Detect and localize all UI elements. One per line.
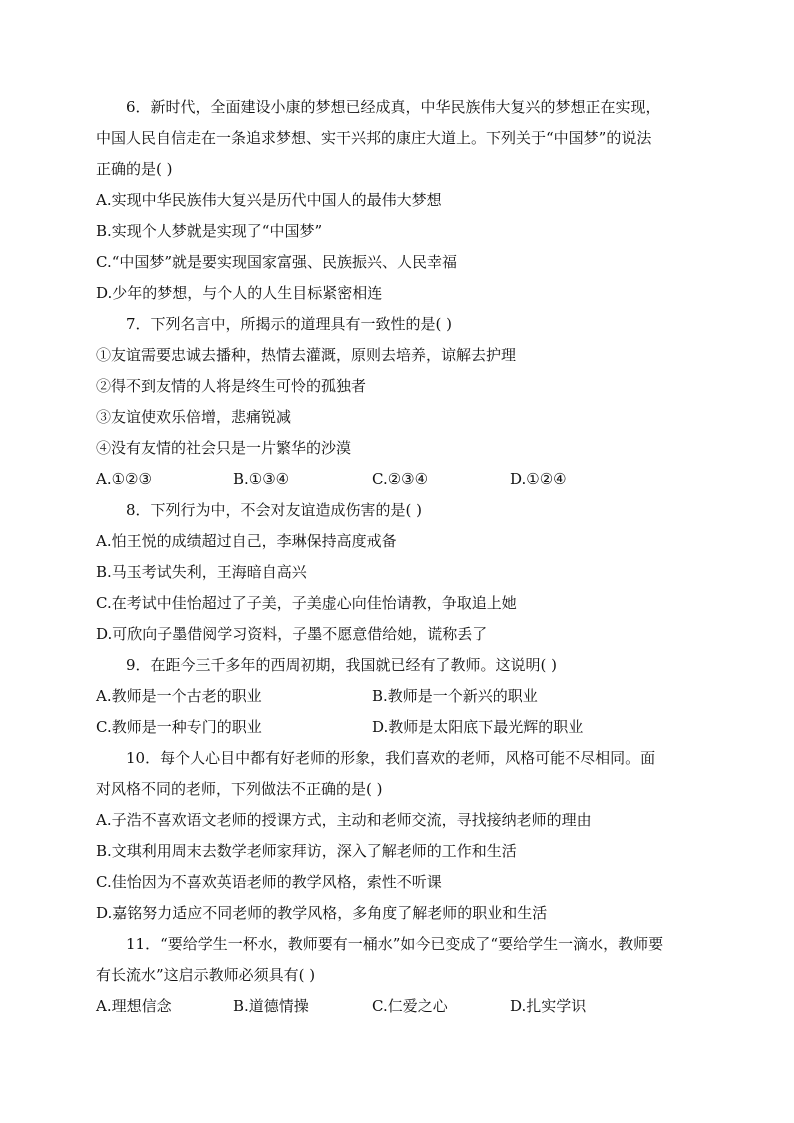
question-6-option-b: B.实现个人梦就是实现了“中国梦” <box>96 222 323 240</box>
question-11-option-c: C.仁爱之心 <box>372 997 448 1015</box>
question-10-stem-line-1: 10．每个人心目中都有好老师的形象，我们喜欢的老师，风格可能不尽相同。面 <box>126 749 656 767</box>
question-11-stem-line-2: 有长流水”这启示教师必须具有( ) <box>96 966 316 984</box>
question-7-statement-2: ②得不到友情的人将是终生可怜的孤独者 <box>96 377 367 395</box>
question-8-option-d: D.可欣向子墨借阅学习资料，子墨不愿意借给她，谎称丢了 <box>96 625 488 643</box>
question-11-stem-line-1: 11．“要给学生一杯水，教师要有一桶水”如今已变成了“要给学生一滴水，教师要 <box>126 935 664 953</box>
question-8-option-c: C.在考试中佳怡超过了子美，子美虚心向佳怡请教，争取追上她 <box>96 594 517 612</box>
question-6-stem-line-3: 正确的是( ) <box>96 160 173 178</box>
question-6-option-d: D.少年的梦想，与个人的人生目标紧密相连 <box>96 284 383 302</box>
question-11-option-d: D.扎实学识 <box>510 997 587 1015</box>
question-7-option-d: D.①②④ <box>510 470 567 488</box>
question-9-stem: 9．在距今三千多年的西周初期，我国就已经有了教师。这说明( ) <box>126 656 558 674</box>
question-10-option-b: B.文琪利用周末去数学老师家拜访，深入了解老师的工作和生活 <box>96 842 517 860</box>
question-8-option-b: B.马玉考试失利，王海暗自高兴 <box>96 563 307 581</box>
question-11-option-a: A.理想信念 <box>96 997 172 1015</box>
question-9-option-a: A.教师是一个古老的职业 <box>96 687 262 705</box>
question-6-option-a: A.实现中华民族伟大复兴是历代中国人的最伟大梦想 <box>96 191 442 209</box>
question-7-option-a: A.①②③ <box>96 470 152 488</box>
question-9-option-b: B.教师是一个新兴的职业 <box>372 687 538 705</box>
question-6-option-c: C.“中国梦”就是要实现国家富强、民族振兴、人民幸福 <box>96 253 458 271</box>
question-10-stem-line-2: 对风格不同的老师，下列做法不正确的是( ) <box>96 780 383 798</box>
question-8-option-a: A.怕王悦的成绩超过自己，李琳保持高度戒备 <box>96 532 397 550</box>
question-7-statement-4: ④没有友情的社会只是一片繁华的沙漠 <box>96 439 352 457</box>
question-7-option-c: C.②③④ <box>372 470 429 488</box>
question-7-statement-3: ③友谊使欢乐倍增，悲痛锐减 <box>96 408 292 426</box>
question-8-stem: 8．下列行为中，不会对友谊造成伤害的是( ) <box>126 501 423 519</box>
question-7-statement-1: ①友谊需要忠诚去播种，热情去灌溉，原则去培养，谅解去护理 <box>96 346 517 364</box>
question-9-option-d: D.教师是太阳底下最光辉的职业 <box>372 718 584 736</box>
question-7-stem: 7．下列名言中，所揭示的道理具有一致性的是( ) <box>126 315 453 333</box>
question-10-option-d: D.嘉铭努力适应不同老师的教学风格，多角度了解老师的职业和生活 <box>96 904 548 922</box>
question-10-option-c: C.佳怡因为不喜欢英语老师的教学风格，索性不听课 <box>96 873 442 891</box>
question-11-option-b: B.道德情操 <box>233 997 309 1015</box>
question-6-stem-line-2: 中国人民自信走在一条追求梦想、实干兴邦的康庄大道上。下列关于“中国梦”的说法 <box>96 129 652 147</box>
question-9-option-c: C.教师是一种专门的职业 <box>96 718 262 736</box>
question-6-stem-line-1: 6．新时代，全面建设小康的梦想已经成真，中华民族伟大复兴的梦想正在实现， <box>126 98 661 116</box>
question-10-option-a: A.子浩不喜欢语文老师的授课方式，主动和老师交流，寻找接纳老师的理由 <box>96 811 592 829</box>
question-7-option-b: B.①③④ <box>233 470 290 488</box>
